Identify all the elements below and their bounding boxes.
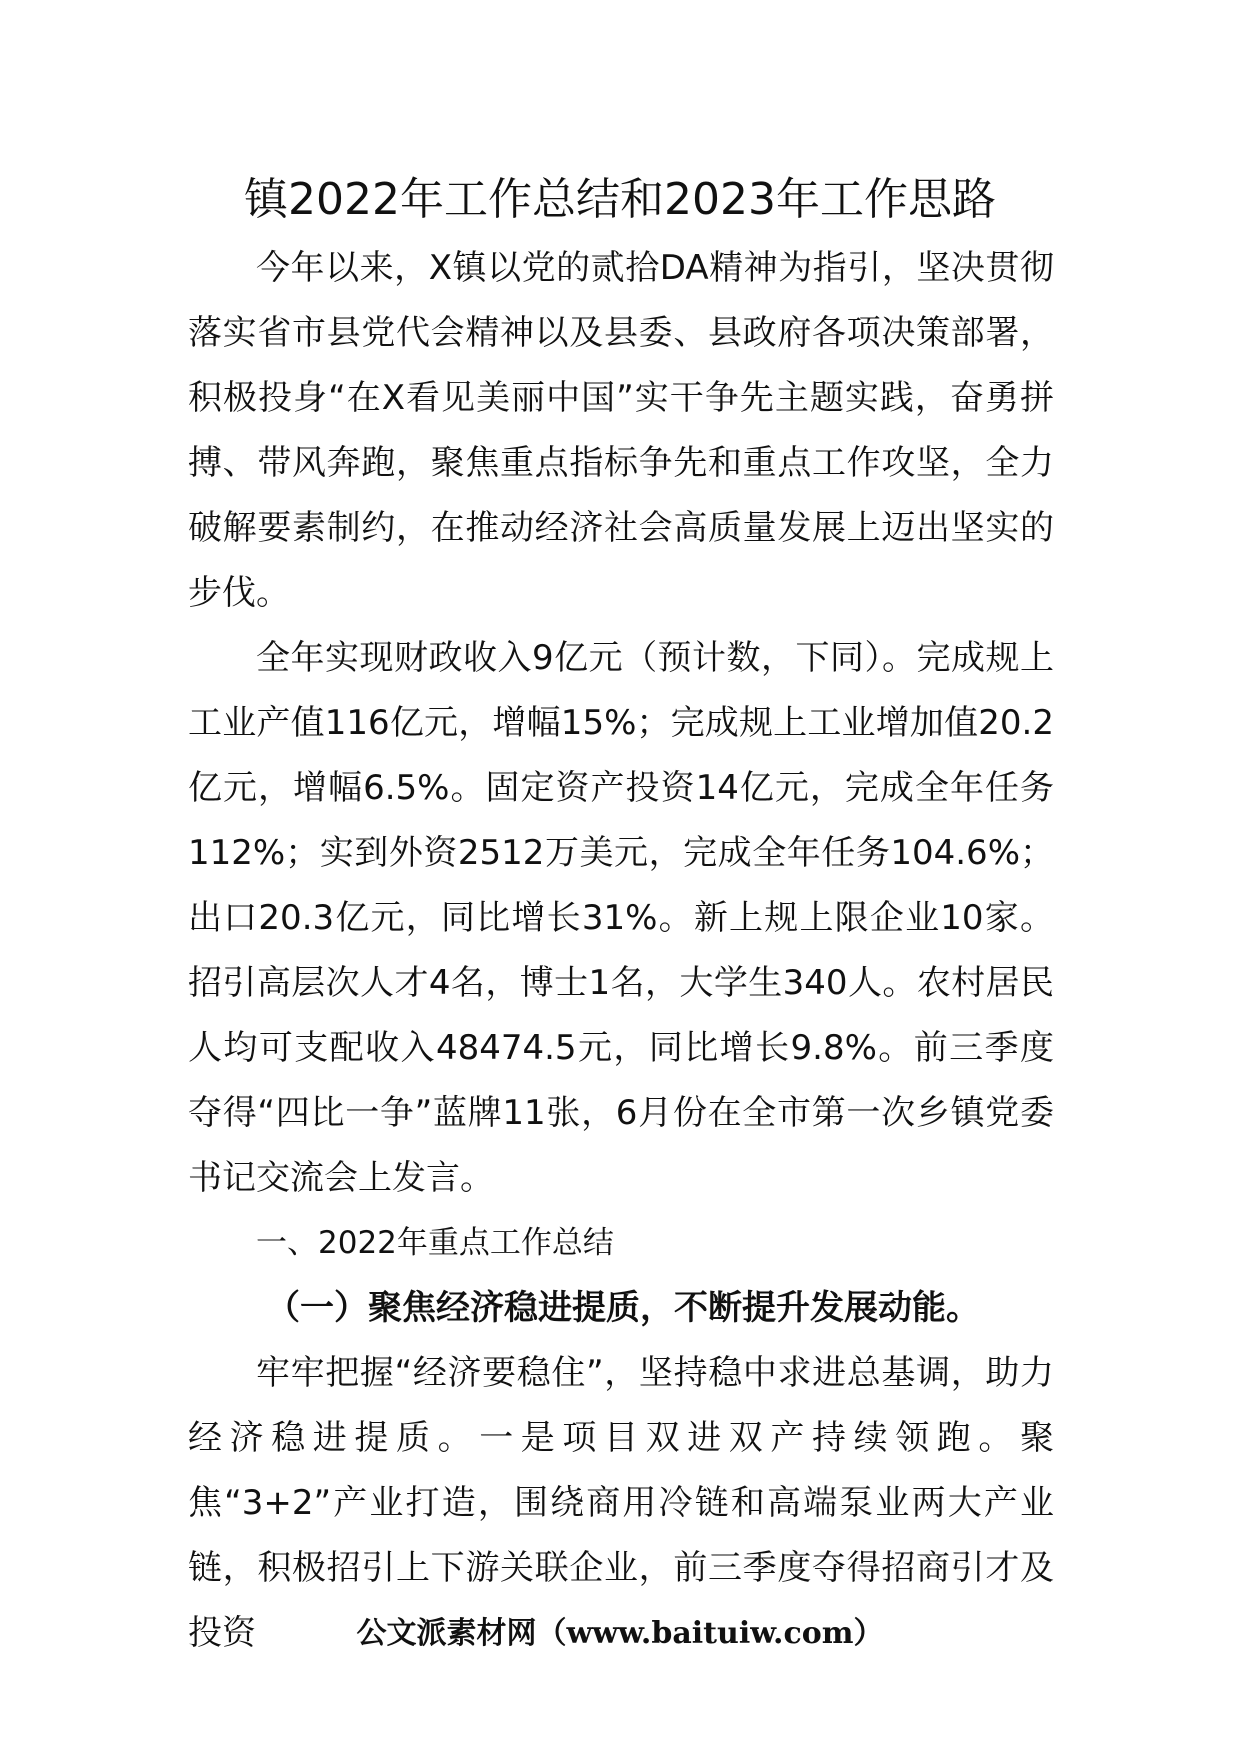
section-heading: 一、2022年重点工作总结 — [256, 1225, 614, 1261]
statistics-paragraph: 全年实现财政收入9亿元（预计数，下同）。完成规上工业产值116亿元，增幅15%；完成规上工业增加值20.2亿元，增幅6.5%。固定资产投资14亿元，完成全年任务112%；实到外资2512万美元，完成全年任务104.6%；出口20.3亿元，同比增长31%。新上规上限企业10家。招引高层次人才4名，博士1名，大学生340人。农村居民人均可支配收入48474.5元，同比增长9.8%。前三季度夺得“四比一争”蓝牌11张，6月份在全市第一次乡镇党委书记交流会上发言。 — [188, 638, 1054, 1198]
document-title: 镇2022年工作总结和2023年工作思路 — [244, 174, 996, 225]
section-paragraph: 牢牢把握“经济要稳住”，坚持稳中求进总基调，助力经济稳进提质。一是项目双进双产持续领跑。聚焦“3+2”产业打造，围绕商用冷链和高端泵业两大产业链，积极招引上下游关联企业，前三季度夺得招商引才及投资 — [188, 1353, 1054, 1653]
intro-paragraph: 今年以来，X镇以党的贰拾DA精神为指引，坚决贯彻落实省市县党代会精神以及县委、县政府各项决策部署，积极投身“在X看见美丽中国”实干争先主题实践，奋勇拼搏、带风奔跑，聚焦重点指标争先和重点工作攻坚，全力破解要素制约，在推动经济社会高质量发展上迈出坚实的步伐。 — [188, 248, 1054, 613]
subsection-heading: （一）聚焦经济稳进提质，不断提升发展动能。 — [266, 1288, 980, 1328]
footer-watermark: 公文派素材网（www.baituiw.com） — [356, 1616, 884, 1651]
document-body — [188, 236, 1054, 1666]
